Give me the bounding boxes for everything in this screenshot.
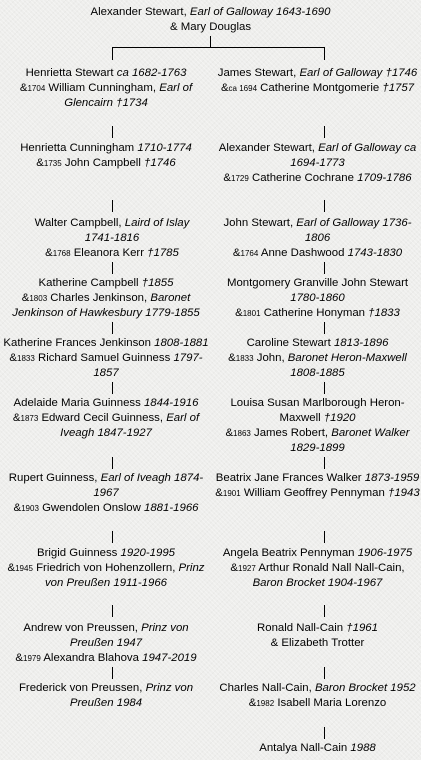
person-block (0, 471, 212, 516)
person-detail: †1785 (147, 247, 179, 259)
person-text: & (223, 172, 232, 184)
person-text: Charles Jenkinson, (47, 292, 151, 304)
generation-connector (324, 262, 325, 274)
person-line (214, 741, 421, 756)
root-couple (0, 5, 421, 35)
marriage-year: 1801 (242, 309, 261, 318)
person-detail: Prinz von Preußen 1984 (69, 682, 194, 709)
person-detail: 1988 (350, 742, 376, 754)
person-detail: Baron Brocket 1904-1967 (252, 577, 383, 589)
person-block (214, 276, 421, 321)
generation-connector (112, 200, 113, 212)
person-text: Adelaide Maria Guinness (13, 397, 144, 409)
person-line (214, 66, 421, 81)
person-line (214, 486, 421, 501)
person-line (214, 351, 421, 381)
branch-line (112, 47, 324, 48)
person-detail: Earl of Galloway 1643-1690 (189, 6, 331, 18)
person-detail: ca 1682-1763 (116, 67, 187, 79)
marriage-year: ca 1694 (228, 84, 258, 93)
person-text: Henrietta Cunningham (20, 142, 138, 154)
person-text: Catherine Cochrane (248, 172, 358, 184)
person-line (0, 336, 212, 351)
person-text: Brigid Guinness (36, 547, 121, 559)
person-block (214, 681, 421, 711)
person-detail: 1808-1881 (154, 337, 209, 349)
generation-connector (324, 667, 325, 679)
marriage-year: 1927 (238, 564, 256, 573)
person-line (0, 546, 212, 561)
person-text: Katherine Frances Jenkinson (3, 337, 155, 349)
person-line (214, 306, 421, 321)
person-text: Anne Dashwood (258, 247, 348, 259)
person-text: & (45, 247, 53, 259)
person-text: Antalya Nall-Cain (259, 742, 351, 754)
person-text: Elizabeth Trotter (281, 637, 365, 649)
person-block (214, 471, 421, 501)
person-block (22, 216, 202, 261)
marriage-year: 1833 (235, 354, 254, 363)
person-block (214, 336, 421, 381)
marriage-year: 1979 (23, 654, 41, 663)
person-text: Katherine Campbell (38, 277, 142, 289)
person-text: Frederick von Preussen, (18, 682, 146, 694)
person-detail: 1873-1959 (364, 472, 420, 484)
generation-connector (324, 126, 325, 138)
generation-connector (112, 126, 113, 138)
person-line (0, 351, 212, 381)
person-line (0, 681, 212, 711)
root-connector (210, 36, 211, 47)
person-block (0, 546, 212, 591)
person-line (214, 216, 421, 246)
person-detail: †1757 (382, 82, 415, 94)
person-line (214, 696, 421, 711)
person-line (0, 471, 212, 501)
person-text: & (9, 352, 17, 364)
generation-connector (112, 262, 113, 274)
person-text: Beatrix Jane Frances Walker (215, 472, 365, 484)
person-text: Gwendolen Onslow (38, 502, 145, 514)
person-line (0, 396, 212, 411)
person-line (214, 336, 421, 351)
person-line (214, 276, 421, 306)
person-text: Andrew von Preussen, (23, 622, 142, 634)
person-line (0, 66, 212, 81)
person-line (0, 621, 212, 651)
marriage-year: 1764 (240, 249, 259, 258)
person-block (0, 681, 212, 711)
person-block (214, 546, 421, 591)
person-text: & (232, 247, 241, 259)
person-line (214, 681, 421, 696)
person-text: Alexander Stewart, (218, 142, 319, 154)
person-text: Montgomery Granville John Stewart (226, 277, 409, 289)
person-block (214, 66, 421, 96)
person-block (0, 336, 212, 381)
person-block (0, 396, 212, 441)
person-text: John Campbell (61, 157, 145, 169)
person-line (214, 171, 421, 186)
person-line (214, 471, 421, 486)
person-text: Richard Samuel Guinness (34, 352, 174, 364)
person-line (214, 396, 421, 426)
person-text: Rupert Guinness, (8, 472, 101, 484)
person-detail: Prinz von Preußen 1911-1966 (44, 562, 205, 589)
person-line (0, 411, 212, 441)
person-line (214, 546, 421, 561)
person-text: & (220, 82, 229, 94)
person-line (214, 621, 421, 636)
person-text: & (13, 502, 22, 514)
person-block (214, 741, 421, 756)
person-text: & (7, 562, 16, 574)
person-text: & (12, 412, 21, 424)
person-detail: 1780-1860 (290, 292, 345, 304)
person-block (214, 396, 421, 456)
person-detail: Earl of Iveagh 1874-1967 (93, 472, 204, 499)
person-text: & (36, 157, 44, 169)
person-block (0, 66, 212, 111)
person-detail: Baronet Heron-Maxwell 1808-1885 (287, 352, 407, 379)
person-detail: Prinz von Preußen 1947 (69, 622, 189, 649)
person-text: & (235, 307, 243, 319)
person-detail: 1743-1830 (347, 247, 403, 259)
person-line (0, 291, 212, 321)
person-text: Catherine Honyman (260, 307, 369, 319)
generation-connector (112, 382, 113, 394)
person-text: Edward Cecil Guinness, (38, 412, 167, 424)
person-line (0, 501, 212, 516)
person-block (214, 621, 421, 651)
person-text: Alexander Stewart, (90, 6, 190, 18)
root-person (0, 5, 421, 20)
person-text: Louisa Susan Marlborough Heron-Maxwell (230, 397, 405, 424)
person-detail: Earl of Iveagh 1847-1927 (60, 412, 200, 439)
marriage-year: 1768 (52, 249, 71, 258)
person-text: John, (253, 352, 288, 364)
person-detail: Earl of Glencairn †1734 (64, 82, 193, 109)
person-block (214, 141, 421, 186)
generation-connector (324, 605, 325, 617)
marriage-year: 1863 (233, 429, 251, 438)
person-text: & (228, 352, 236, 364)
person-line (22, 246, 202, 261)
marriage-year: 1704 (27, 84, 46, 93)
person-detail: Baron Brocket 1952 (314, 682, 416, 694)
branch-connector-right (324, 47, 325, 60)
person-detail: †1961 (346, 622, 378, 634)
generation-connector (324, 727, 325, 739)
person-line (214, 141, 421, 171)
generation-connector (112, 457, 113, 469)
person-detail: †1746 (144, 157, 176, 169)
person-text: Catherine Montgomerie (257, 82, 383, 94)
person-line (0, 141, 212, 156)
person-detail: 1881-1966 (144, 502, 199, 514)
person-detail: †1833 (368, 307, 400, 319)
person-block (214, 216, 421, 261)
person-detail: †1855 (141, 277, 174, 289)
marriage-year: 1833 (17, 354, 35, 363)
person-text: Caroline Stewart (246, 337, 334, 349)
person-detail: 1947-2019 (142, 652, 197, 664)
generation-connector (112, 322, 113, 334)
person-detail: 1813-1896 (333, 337, 389, 349)
generation-connector (112, 531, 113, 543)
generation-connector (324, 322, 325, 334)
person-line (214, 426, 421, 456)
person-text: & (230, 562, 239, 574)
person-detail: 1844-1916 (143, 397, 199, 409)
person-text: James Robert, (250, 427, 332, 439)
marriage-year: 1803 (29, 294, 48, 303)
marriage-year: 1903 (21, 504, 39, 513)
person-detail: Earl of Galloway †1746 (299, 67, 418, 79)
person-line (0, 561, 212, 591)
person-block (0, 141, 212, 171)
person-detail: 1709-1786 (357, 172, 412, 184)
person-detail: Baronet Jenkinson of Hawkesbury 1779-1855 (12, 292, 200, 319)
root-spouse: & Mary Douglas (169, 21, 252, 33)
person-block (0, 276, 212, 321)
person-line (0, 276, 212, 291)
generation-connector (324, 457, 325, 469)
generation-connector (112, 605, 113, 617)
marriage-year: 1982 (256, 699, 275, 708)
branch-connector-left (112, 47, 113, 60)
marriage-year: 1945 (15, 564, 33, 573)
person-line (0, 156, 212, 171)
person-line (214, 561, 421, 591)
marriage-year: 1901 (222, 489, 241, 498)
person-text: & (21, 292, 30, 304)
person-text: & (225, 427, 234, 439)
person-text: & (248, 697, 257, 709)
person-line (22, 216, 202, 246)
person-detail: Laird of Islay 1741-1816 (84, 217, 190, 244)
person-text: & (215, 487, 223, 499)
marriage-year: 1729 (231, 174, 249, 183)
generation-connector (324, 382, 325, 394)
person-line (214, 636, 421, 651)
person-text: & (270, 637, 282, 649)
person-text: William Geoffrey Pennyman (240, 487, 388, 499)
person-text: Friedrich von Hohenzollern, (32, 562, 179, 574)
person-line (214, 81, 421, 96)
person-line (0, 81, 212, 111)
person-line (0, 651, 212, 666)
person-text: Alexandra Blahova (40, 652, 143, 664)
person-detail: Earl of Galloway ca 1694-1773 (290, 142, 417, 169)
person-text: Henrietta Stewart (25, 67, 117, 79)
person-detail: Earl of Galloway 1736-1806 (296, 217, 412, 244)
person-text: Angela Beatrix Pennyman (222, 547, 358, 559)
person-text: John Stewart, (223, 217, 297, 229)
person-text: Walter Campbell, (34, 217, 125, 229)
person-text: & (15, 652, 23, 664)
generation-connector (112, 667, 113, 679)
person-detail: 1920-1995 (120, 547, 176, 559)
person-text: & (19, 82, 28, 94)
person-text: Eleanora Kerr (70, 247, 148, 259)
person-block (0, 621, 212, 666)
person-text: Arthur Ronald Nall Nall-Cain, (255, 562, 405, 574)
person-text: Isabell Maria Lorenzo (274, 697, 387, 709)
marriage-year: 1735 (43, 159, 62, 168)
person-line (214, 246, 421, 261)
generation-connector (324, 531, 325, 543)
person-detail: †1943 (388, 487, 420, 499)
person-detail: 1710-1774 (137, 142, 192, 154)
person-detail: Baronet Walker 1829-1899 (290, 427, 410, 454)
person-detail: †1920 (323, 412, 356, 424)
person-detail: 1906-1975 (357, 547, 413, 559)
person-text: William Cunningham, (45, 82, 160, 94)
person-text: James Stewart, (217, 67, 300, 79)
person-text: Ronald Nall-Cain (257, 622, 347, 634)
marriage-year: 1873 (20, 414, 39, 423)
person-detail: 1797-1857 (93, 352, 203, 379)
generation-connector (324, 200, 325, 212)
person-text: Charles Nall-Cain, (219, 682, 315, 694)
